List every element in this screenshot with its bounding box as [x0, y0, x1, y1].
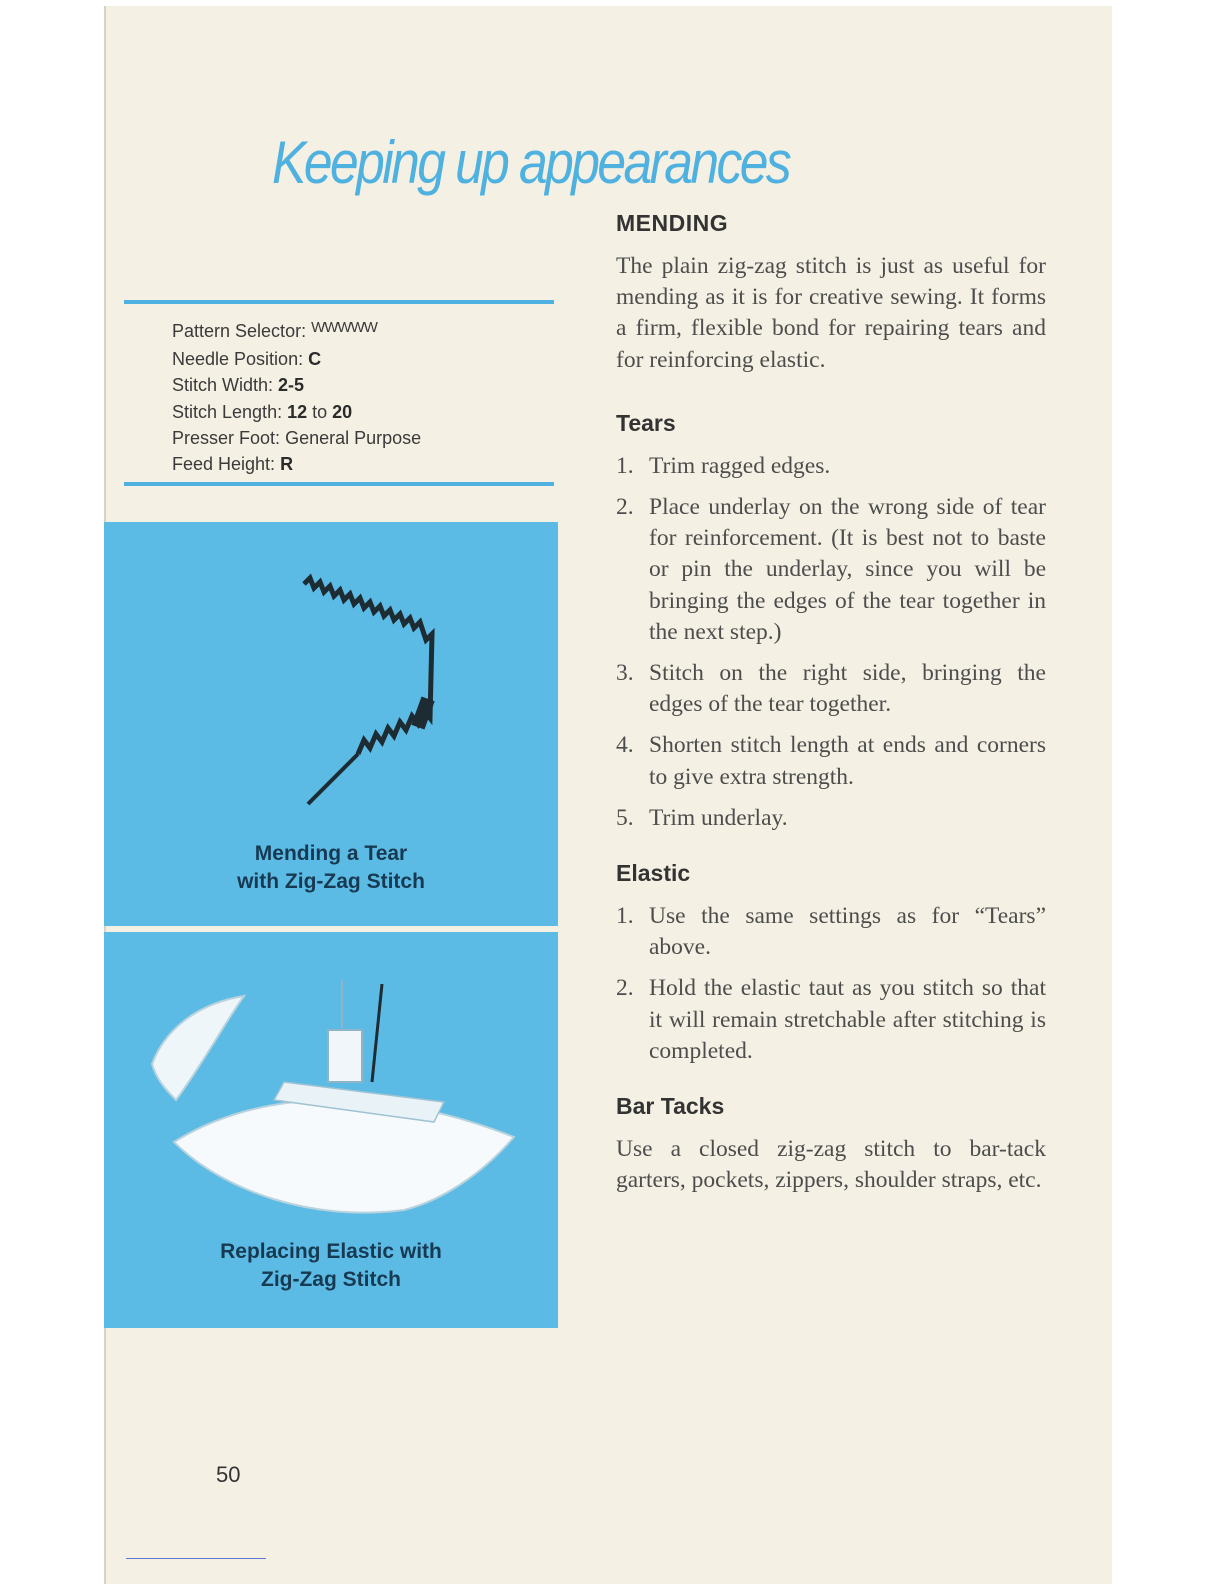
presser-foot [328, 1030, 362, 1082]
mending-intro: The plain zig-zag stitch is just as useful for mending as it is for creative sewing. It forms a firm, flexible bond for repairing tears and for reinforcing elastic. [616, 253, 1046, 373]
figure-replacing-elastic [104, 932, 558, 1328]
setting-needle-position: Needle Position: C [172, 349, 322, 370]
bottom-rule [126, 1558, 266, 1559]
section-heading-bar-tacks: Bar Tacks [616, 1093, 725, 1120]
list-item: 4. Shorten stitch length at ends and corners to give extra strength. [616, 732, 1046, 790]
list-item: 2. Place underlay on the wrong side of tear for reinforcement. (It is best not to baste or pin the underlay, since you will be bringing the edges of the tear together in the next step.) [616, 494, 1046, 645]
bar-tacks-text: Use a closed zig-zag stitch to bar-tack garters, pockets, zippers, shoulder straps, etc. [616, 1136, 1046, 1194]
tear-stitch-illustration [104, 522, 558, 822]
elastic-illustration [104, 932, 558, 1232]
setting-pattern-selector: Pattern Selector: $^{WWWWW}$ [172, 319, 377, 341]
section-heading-tears: Tears [616, 409, 676, 436]
elastic-steps [616, 901, 1046, 1067]
machine-settings-box [124, 300, 554, 486]
figure-caption-elastic: Replacing Elastic with Zig-Zag Stitch [220, 1240, 442, 1291]
needle [372, 984, 382, 1082]
zigzag-pattern-symbol: WWWWW [311, 319, 377, 336]
zigzag-stitch-path [304, 578, 432, 754]
fabric-piece-left [152, 996, 244, 1100]
fabric-main [174, 1100, 514, 1213]
setting-presser-foot: Presser Foot: General Purpose [172, 427, 422, 448]
list-item: 3. Stitch on the right side, bringing the edges of the tear together. [616, 660, 1046, 718]
list-item: 2. Hold the elastic taut as you stitch so that it will remain stretchable after stitching is completed. [616, 975, 1046, 1064]
page-title: Keeping up appearances [272, 129, 790, 196]
section-heading-elastic: Elastic [616, 860, 691, 887]
tears-steps [616, 451, 1046, 834]
page-number: 50 [216, 1462, 241, 1487]
instructions-column [616, 210, 1046, 1196]
figure-caption-tear: Mending a Tear with Zig-Zag Stitch [237, 842, 425, 893]
list-item: 1. Trim ragged edges. [616, 452, 831, 479]
setting-stitch-length: Stitch Length: 12 to 20 [172, 401, 353, 422]
list-item: 1. Use the same settings as for “Tears” above. [616, 903, 1046, 961]
list-item: 5. Trim underlay. [616, 804, 788, 831]
section-heading-mending: MENDING [616, 210, 729, 236]
figure-mending-tear [104, 522, 558, 926]
setting-stitch-width: Stitch Width: 2-5 [172, 375, 305, 396]
tear-line [308, 754, 358, 804]
setting-feed-height: Feed Height: R [172, 454, 294, 475]
